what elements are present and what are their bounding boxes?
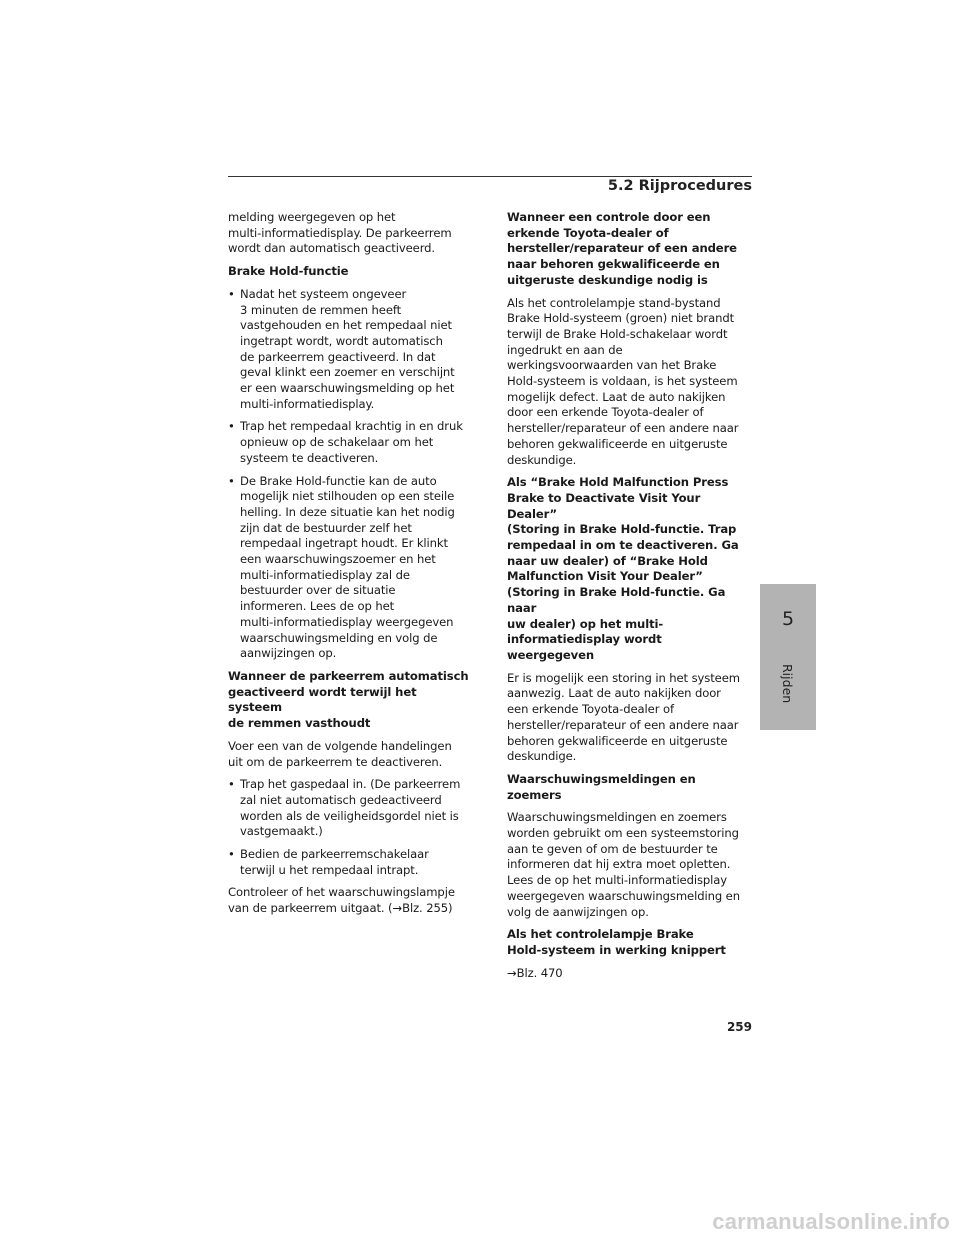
bullet-icon: • (228, 419, 235, 434)
dealer-heading: Wanneer een controle door een erkende Toyota-dealer of hersteller/reparateur of een andere naar behoren gekwalificeerde en uitgeruste deskundige nodig is (507, 210, 737, 287)
blink-heading: Als het controlelampje Brake Hold-systeem in werking knippert (507, 927, 726, 957)
malfunction-heading: Als “Brake Hold Malfunction Press Brake to Deactivate Visit Your Dealer” (Storing in Brake Hold-functie. Trap rempedaal in om te deactiveren. Ga naar uw dealer) of “Brake Hold Malfunction Visit Your Dealer” (Storing in Brake Hold-functie. Ga naar uw dealer) op het multi- informatiedisplay wordt weergegeven (507, 475, 739, 662)
bullet-text: Bedien de parkeerremschakelaar terwijl u het rempedaal intrapt. (240, 847, 429, 877)
chapter-tab (760, 584, 816, 730)
blink-page-reference: →Blz. 470 (507, 965, 563, 980)
bullet-text: Nadat het systeem ongeveer 3 minuten de remmen heeft vastgehouden en het rempedaal niet ingetrapt wordt, wordt automatisch de parkeerrem geactiveerd. In dat geval klinkt een zoemer en verschijnt er een waarschuwingsmelding op het multi-informatiedisplay. (240, 286, 455, 411)
page-number: 259 (726, 1020, 752, 1034)
section-title: 5.2 Rijprocedures (607, 178, 752, 194)
bullet-text: Trap het rempedaal krachtig in en druk opnieuw op de schakelaar om het systeem te deactiveren. (240, 419, 463, 465)
check-text: Controleer of het waarschuwingslampje van de parkeerrem uitgaat. (→Blz. 255) (228, 885, 455, 916)
bullet-icon: • (228, 286, 235, 301)
list-item (228, 287, 472, 413)
watermark: carmanualsonline.info (712, 1209, 950, 1234)
bullet-text: De Brake Hold-functie kan de auto mogelijk niet stilhouden op een steile helling. In deze situatie kan het nodig zijn dat de bestuurder zelf het rempedaal ingetrapt houdt. Er klinkt een waarschuwingszoemer en het multi-informatiedisplay zal de bestuurder over de situatie informeren. Lees de op het multi-informatiedisplay weergegeven waarschuwingsmelding en volg de aanwijzingen op. (240, 473, 455, 661)
chapter-number: 5 (781, 608, 795, 630)
bullet-icon: • (228, 777, 235, 792)
section-header (228, 176, 752, 194)
malfunction-text: Er is mogelijk een storing in het systeem aanwezig. Laat de auto nakijken door een erkende Toyota-dealer of hersteller/reparateur of een andere naar behoren gekwalificeerde en uitgeruste deskundige. (507, 670, 740, 764)
intro-text: melding weergegeven op het multi-informatiedisplay. De parkeerrem wordt dan automatisch geactiveerd. (228, 210, 452, 256)
list-item (228, 474, 472, 662)
parking-brake-text: Voer een van de volgende handelingen uit om de parkeerrem te deactiveren. (228, 738, 452, 769)
warnings-heading: Waarschuwingsmeldingen en zoemers (507, 771, 696, 802)
list-item (228, 847, 472, 878)
bullet-text: Trap het gaspedaal in. (De parkeerrem zal niet automatisch gedeactiveerd worden als de veiligheidsgordel niet is vastgemaakt.) (240, 777, 461, 839)
dealer-text: Als het controlelampje stand-bystand Brake Hold-systeem (groen) niet brandt terwijl de Brake Hold-schakelaar wordt ingedrukt en aan de werkingsvoorwaarden van het Brake Hold-systeem is voldaan, is het systeem mogelijk defect. Laat de auto nakijken door een erkende Toyota-dealer of hersteller/reparateur of een andere naar behoren gekwalificeerde en uitgeruste deskundige. (507, 295, 739, 467)
list-item (228, 777, 472, 840)
bullet-icon: • (228, 847, 235, 862)
bullet-icon: • (228, 473, 235, 488)
chapter-label: Rijden (780, 664, 795, 704)
brake-hold-heading: Brake Hold-functie (228, 264, 349, 279)
warnings-text: Waarschuwingsmeldingen en zoemers worden gebruikt om een systeemstoring aan te geven of om de bestuurder te informeren dat hij extra moet opletten. Lees de op het multi-informatiedisplay weergegeven waarschuwingsmelding en volg de aanwijzingen op. (507, 810, 740, 919)
parking-brake-heading: Wanneer de parkeerrem automatisch geactiveerd wordt terwijl het systeem de remmen vasthoudt (228, 668, 469, 731)
left-column (228, 210, 472, 924)
list-item (228, 419, 472, 466)
right-column (507, 210, 751, 988)
